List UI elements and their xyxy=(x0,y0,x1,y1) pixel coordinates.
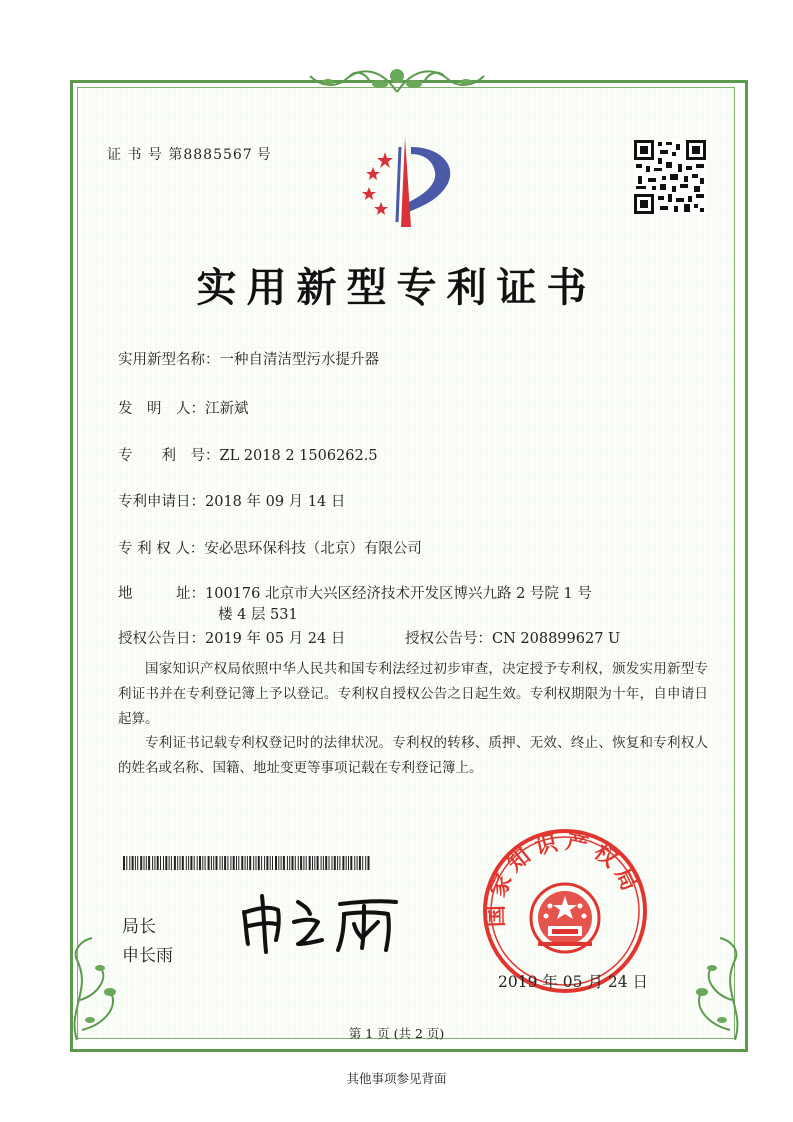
inventor-row xyxy=(118,397,249,418)
address-row xyxy=(118,582,592,603)
grant-date-value: 2019 年 05 月 24 日 xyxy=(205,631,346,647)
signatory-title: 局长 xyxy=(122,917,156,937)
patent-number-label: 专 利 号： xyxy=(118,448,220,464)
patent-number-value: ZL 2018 2 1506262.5 xyxy=(219,448,378,464)
seal-date: 2019 年 05 月 24 日 xyxy=(498,973,649,991)
certificate-number-label: 证 书 号 第 xyxy=(107,147,184,163)
address-line-2: 楼 4 层 531 xyxy=(218,607,298,623)
legal-status-paragraph: 专利证书记载专利权登记时的法律状况。专利权的转移、质押、无效、终止、恢复和专利权人的姓名或名称、国籍、地址变更等事项记载在专利登记簿上。 xyxy=(118,735,708,776)
certificate-title: 实用新型专利证书 xyxy=(196,264,597,311)
filing-date-row xyxy=(118,490,345,511)
patent-holder-value: 安必思环保科技（北京）有限公司 xyxy=(204,541,422,557)
filing-date-value: 2018 年 09 月 14 日 xyxy=(205,494,346,510)
handwritten-signature xyxy=(236,892,411,954)
grant-number-row xyxy=(405,627,620,648)
utility-name-value: 一种自清洁型污水提升器 xyxy=(219,352,379,368)
certificate-number-value: 8885567 xyxy=(183,147,253,163)
inventor-value: 江新斌 xyxy=(205,401,249,417)
utility-name-row xyxy=(118,348,379,369)
top-ornament xyxy=(300,62,494,98)
patent-holder-label: 专 利 权 人： xyxy=(118,541,205,557)
patent-holder-row xyxy=(118,537,422,558)
page-number: 第 1 页 (共 2 页) xyxy=(348,1026,445,1041)
patent-number-row xyxy=(118,444,378,465)
signatory-name: 申长雨 xyxy=(122,946,173,966)
grant-date-row xyxy=(118,627,345,648)
utility-name-label: 实用新型名称： xyxy=(118,352,220,368)
patent-office-logo xyxy=(345,132,465,232)
filing-date-label: 专利申请日： xyxy=(118,494,205,510)
barcode xyxy=(123,856,371,870)
footer-note: 其他事项参见背面 xyxy=(346,1071,447,1086)
certificate-number-suffix: 号 xyxy=(256,147,272,163)
address-label: 地 址： xyxy=(118,586,205,602)
inventor-label: 发 明 人： xyxy=(118,401,205,417)
certificate-number xyxy=(107,144,272,164)
address-line-1: 100176 北京市大兴区经济技术开发区博兴九路 2 号院 1 号 xyxy=(205,586,592,602)
grant-date-label: 授权公告日： xyxy=(118,631,205,647)
grant-statement-paragraph: 国家知识产权局依照中华人民共和国专利法经过初步审查，决定授予专利权，颁发实用新型专利证书并在专利登记簿上予以登记。专利权自授权公告之日起生效。专利权期限为十年，自申请日起算。 xyxy=(118,661,708,727)
grant-number-value: CN 208899627 U xyxy=(492,631,621,647)
qr-code xyxy=(634,140,706,214)
grant-number-label: 授权公告号： xyxy=(405,631,492,647)
seal-text: 国家知识产权局 xyxy=(483,829,645,928)
